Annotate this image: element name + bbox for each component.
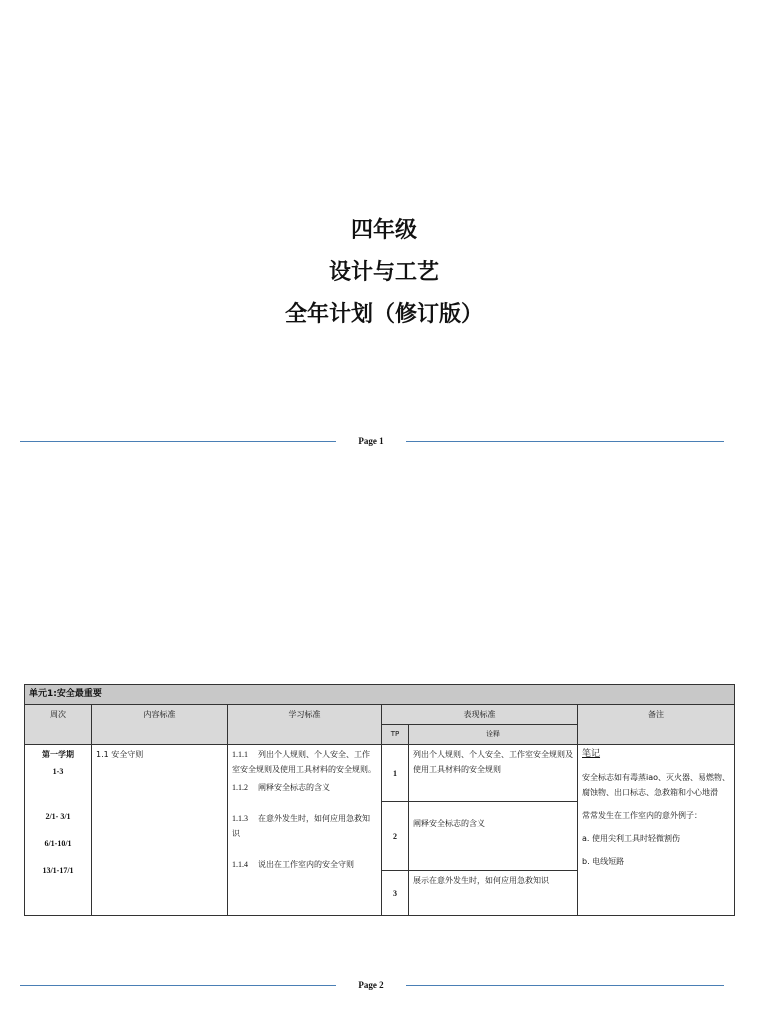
header-remarks: 备注 — [578, 705, 735, 745]
learning-standard-item — [232, 747, 377, 777]
footer-rule-right — [406, 441, 724, 442]
learning-standard-text: 在意外发生时，如何应用急救知识 — [232, 814, 370, 838]
tp-level: 3 — [382, 871, 409, 916]
document-titles — [0, 210, 768, 336]
remarks-paragraph: 常常发生在工作室内的意外例子： — [582, 811, 702, 820]
performance-annotation: 列出个人规则、个人安全、工作室安全规则及使用工具材料的安全规则 — [409, 745, 578, 802]
plan-title: 全年计划（修订版） — [284, 302, 483, 327]
week-range: 1-3 — [52, 767, 64, 776]
header-learning-standard: 学习标准 — [228, 705, 382, 745]
date-range: 6/1-10/1 — [44, 839, 72, 848]
page-footer-2 — [20, 978, 724, 992]
subject-title: 设计与工艺 — [328, 260, 439, 285]
unit-row — [25, 685, 735, 705]
remarks-paragraph: b. 电线短路 — [582, 857, 625, 866]
learning-standard-number: 1.1.1 — [232, 750, 248, 759]
footer-rule-left — [20, 985, 336, 986]
learning-standards-cell — [228, 745, 382, 916]
grade-title: 四年级 — [350, 218, 417, 243]
header-row — [25, 705, 735, 725]
learning-standard-text: 列出个人规则、个人安全、工作室安全规则及使用工具材料的安全规则。 — [232, 750, 376, 774]
term-label: 第一学期 — [42, 750, 74, 759]
page-number: Page 2 — [358, 980, 384, 990]
week-cell — [25, 745, 92, 916]
remarks-paragraph: a. 使用尖利工具时轻微割伤 — [582, 834, 680, 843]
header-performance-standard: 表现标准 — [382, 705, 578, 725]
content-standard: 1.1 安全守则 — [96, 750, 144, 759]
tp-level: 2 — [382, 802, 409, 871]
table-row — [25, 745, 735, 802]
remarks-cell — [578, 745, 735, 916]
performance-annotation: 展示在意外发生时，如何应用急救知识 — [409, 871, 578, 916]
learning-standard-item — [232, 811, 377, 841]
learning-standard-item — [232, 780, 377, 795]
learning-standard-text: 说出在工作室内的安全守则 — [258, 860, 354, 869]
header-content-standard: 内容标准 — [92, 705, 228, 745]
header-annotation: 诠释 — [409, 725, 578, 745]
learning-standard-number: 1.1.4 — [232, 860, 248, 869]
learning-standard-text: 阐释安全标志的含义 — [258, 783, 330, 792]
footer-rule-right — [406, 985, 724, 986]
date-range: 13/1-17/1 — [42, 866, 74, 875]
tp-level: 1 — [382, 745, 409, 802]
footer-rule-left — [20, 441, 336, 442]
unit-title: 单元1:安全最重要 — [25, 685, 735, 705]
page-number: Page 1 — [358, 436, 384, 446]
performance-annotation: 阐释安全标志的含义 — [409, 802, 578, 871]
content-standard-cell — [92, 745, 228, 916]
page-footer-1 — [20, 434, 724, 448]
notes-title: 笔记 — [582, 749, 601, 759]
header-week: 周次 — [25, 705, 92, 745]
learning-standard-number: 1.1.2 — [232, 783, 248, 792]
remarks-paragraph: 安全标志如有毒蒸iao、灭火器、易燃物、腐蚀物、出口标志、急救箱和小心地滑 — [582, 773, 731, 797]
unit-plan-table — [24, 684, 735, 916]
header-tp: TP — [382, 725, 409, 745]
date-range: 2/1- 3/1 — [45, 812, 71, 821]
learning-standard-item — [232, 857, 377, 872]
learning-standard-number: 1.1.3 — [232, 814, 248, 823]
